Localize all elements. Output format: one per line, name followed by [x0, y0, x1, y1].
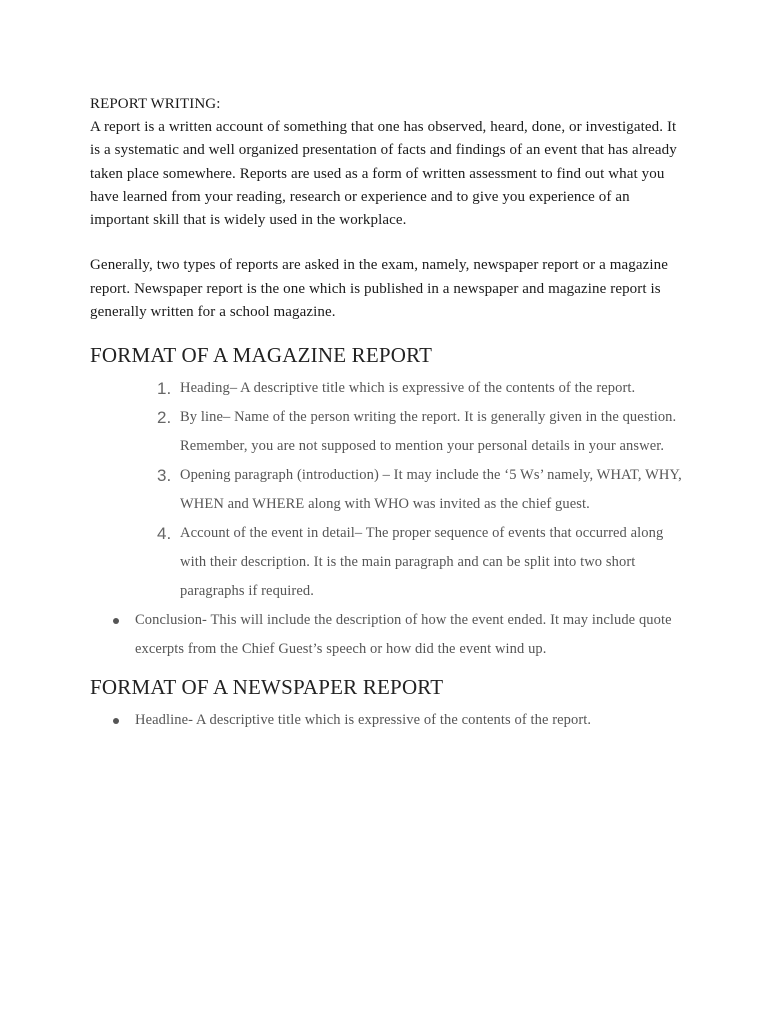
- bullet-icon: [113, 718, 119, 724]
- report-writing-label: REPORT WRITING:: [90, 96, 221, 112]
- newspaper-section-heading: FORMAT OF A NEWSPAPER REPORT: [90, 675, 444, 700]
- magazine-bullet-list: [90, 606, 690, 664]
- bullet-icon: [113, 618, 119, 624]
- list-number: 4.: [157, 524, 172, 544]
- numbered-list-item: [157, 374, 690, 403]
- bullet-list-item: [135, 706, 690, 735]
- bullet-list-item: [135, 606, 690, 664]
- list-item-text: Headline- A descriptive title which is expressive of the contents of the report.: [135, 712, 592, 729]
- list-item-text: Opening paragraph (introduction) – It may include the ‘5 Ws’ namely, WHAT, WHY, WHEN and WHERE along with WHO was invited as the chief guest.: [180, 467, 682, 513]
- document-page: [90, 92, 690, 735]
- list-number: 2.: [157, 408, 172, 428]
- numbered-list-item: [157, 519, 690, 606]
- list-number: 3.: [157, 466, 172, 486]
- types-paragraph: Generally, two types of reports are asked in the exam, namely, newspaper report or a magazine report. Newspaper report is the one which is published in a newspaper and magazine report is generally written for a school magazine.: [90, 257, 668, 321]
- list-item-text: Conclusion- This will include the description of how the event ended. It may include quote excerpts from the Chief Guest’s speech or how did the event wind up.: [135, 612, 672, 658]
- magazine-numbered-list: [90, 374, 690, 606]
- intro-paragraph: A report is a written account of something that one has observed, heard, done, or investigated. It is a systematic and well organized presentation of facts and findings of an event that has already taken place somewhere. Reports are used as a form of written assessment to find out what you have learned from your reading, research or experience and to give you experience of an important skill that is widely used in the workplace.: [90, 119, 677, 229]
- magazine-section-heading: FORMAT OF A MAGAZINE REPORT: [90, 343, 433, 368]
- list-item-text: By line– Name of the person writing the report. It is generally given in the question. Remember, you are not supposed to mention your personal details in your answer.: [180, 409, 677, 455]
- list-item-text: Account of the event in detail– The proper sequence of events that occurred along with their description. It is the main paragraph and can be split into two short paragraphs if required.: [180, 525, 664, 600]
- newspaper-bullet-list: [90, 706, 690, 735]
- numbered-list-item: [157, 403, 690, 461]
- numbered-list-item: [157, 461, 690, 519]
- list-number: 1.: [157, 379, 172, 399]
- list-item-text: Heading– A descriptive title which is expressive of the contents of the report.: [180, 380, 636, 397]
